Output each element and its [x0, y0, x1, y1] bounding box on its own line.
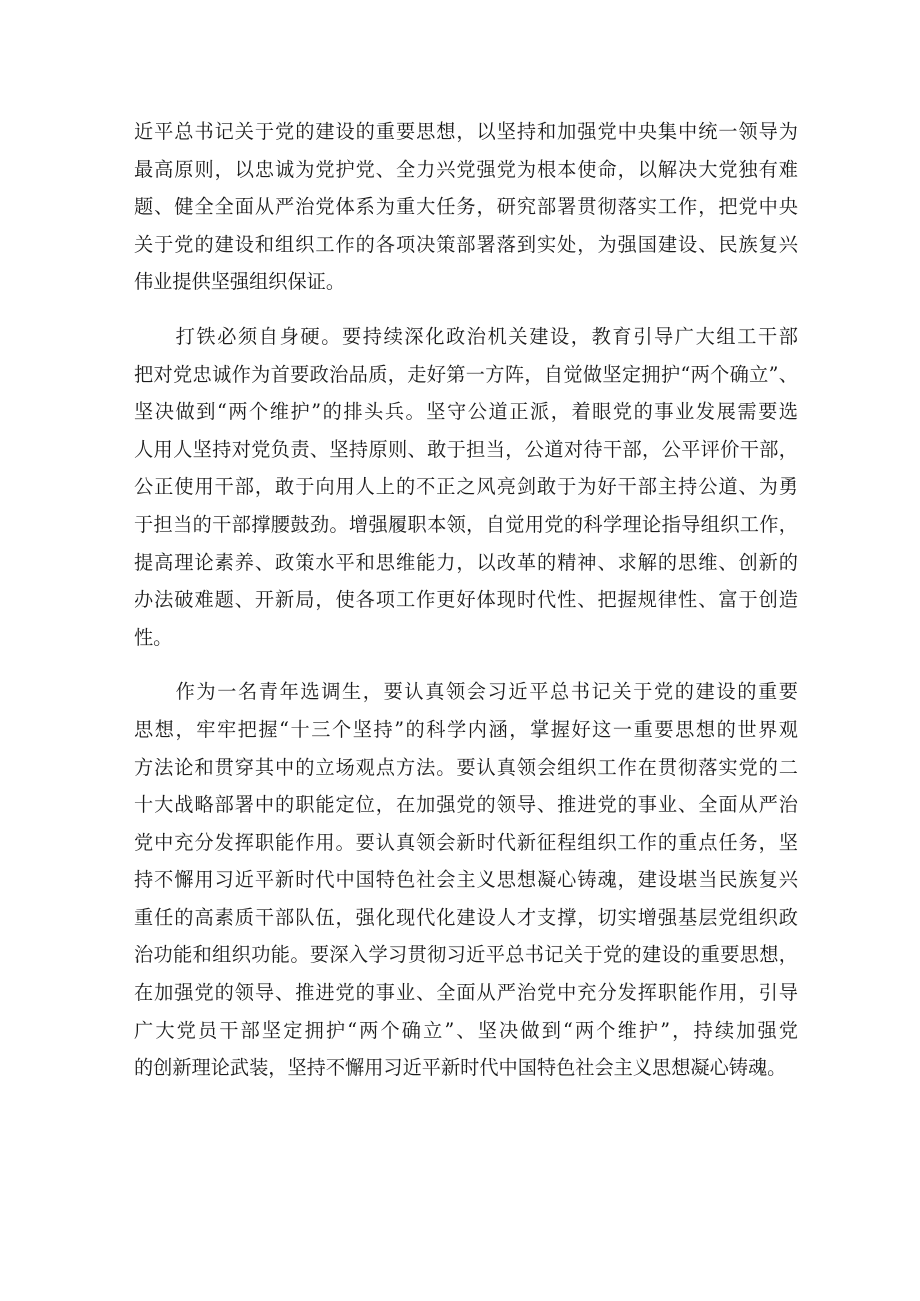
text-line: 把对党忠诚作为首要政治品质，走好第一方阵，自觉做坚定拥护“两个确立”、 [134, 362, 798, 386]
text-line: 党中充分发挥职能作用。要认真领会新时代新征程组织工作的重点任务，坚 [134, 830, 798, 854]
text-line: 广大党员干部坚定拥护“两个确立”、坚决做到“两个维护”，持续加强党 [134, 1018, 798, 1042]
text-line: 题、健全全面从严治党体系为重大任务，研究部署贯彻落实工作，把党中央 [134, 195, 798, 219]
text-line: 人用人坚持对党负责、坚持原则、敢于担当，公道对待干部，公平评价干部， [134, 437, 798, 461]
paragraph-3 [134, 673, 798, 1087]
text-line: 坚决做到“两个维护”的排头兵。坚守公道正派，着眼党的事业发展需要选 [134, 400, 798, 424]
text-line: 重任的高素质干部队伍，强化现代化建设人才支撑，切实增强基层党组织政 [134, 905, 798, 929]
text-line: 持不懈用习近平新时代中国特色社会主义思想凝心铸魂，建设堪当民族复兴 [134, 868, 798, 892]
text-line: 作为一名青年选调生，要认真领会习近平总书记关于党的建设的重要 [134, 680, 798, 704]
text-line: 方法论和贯穿其中的立场观点方法。要认真领会组织工作在贯彻落实党的二 [134, 755, 798, 779]
text-line: 的创新理论武装，坚持不懈用习近平新时代中国特色社会主义思想凝心铸魂。 [134, 1056, 787, 1080]
document-body [134, 113, 798, 1104]
text-line: 在加强党的领导、推进党的事业、全面从严治党中充分发挥职能作用，引导 [134, 981, 798, 1005]
text-line: 性。 [134, 625, 173, 649]
text-line: 思想，牢牢把握“十三个坚持”的科学内涵，掌握好这一重要思想的世界观 [134, 717, 798, 741]
text-line: 公正使用干部，敢于向用人上的不正之风亮剑敢于为好干部主持公道、为勇 [134, 475, 798, 499]
text-line: 提高理论素养、政策水平和思维能力，以改革的精神、求解的思维、创新的 [134, 550, 798, 574]
text-line: 伟业提供坚强组织保证。 [134, 270, 346, 294]
text-line: 治功能和组织功能。要深入学习贯彻习近平总书记关于党的建设的重要思想， [134, 943, 798, 967]
paragraph-2 [134, 318, 798, 656]
text-line: 于担当的干部撑腰鼓劲。增强履职本领，自觉用党的科学理论指导组织工作， [134, 512, 798, 536]
text-line: 十大战略部署中的职能定位，在加强党的领导、推进党的事业、全面从严治 [134, 793, 798, 817]
text-line: 办法破难题、开新局，使各项工作更好体现时代性、把握规律性、富于创造 [134, 588, 798, 612]
paragraph-1 [134, 113, 798, 301]
text-line: 打铁必须自身硬。要持续深化政治机关建设，教育引导广大组工干部 [134, 324, 798, 348]
text-line: 近平总书记关于党的建设的重要思想，以坚持和加强党中央集中统一领导为 [134, 120, 798, 143]
text-line: 最高原则，以忠诚为党护党、全力兴党强党为根本使命，以解决大党独有难 [134, 157, 798, 181]
text-line: 关于党的建设和组织工作的各项决策部署落到实处，为强国建设、民族复兴 [134, 232, 798, 256]
